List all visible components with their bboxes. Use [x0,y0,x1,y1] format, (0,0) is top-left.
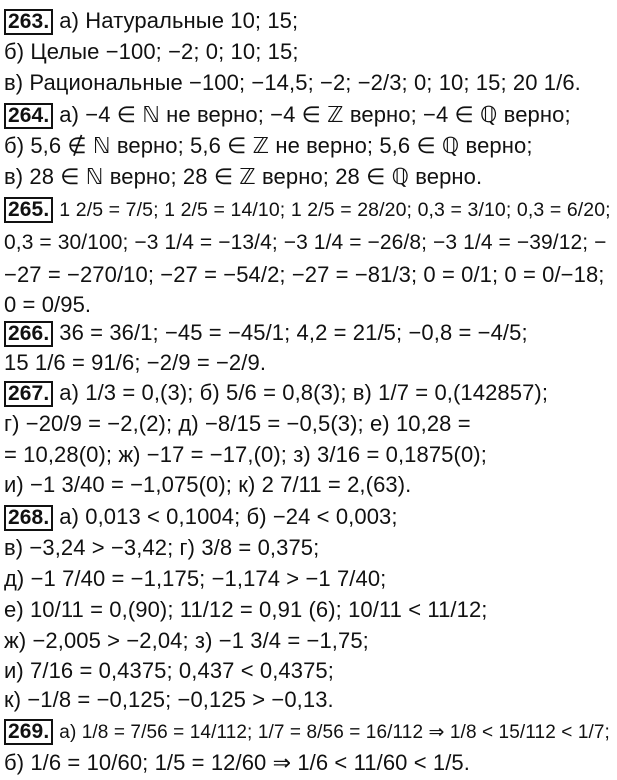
line-267-b [4,411,471,437]
line-268-c [4,566,386,592]
line-text: а) 1/3 = 0,(3); б) 5/6 = 0,8(3); в) 1/7 = 0,(142857); [59,380,549,405]
line-text: = 10,28(0); ж) −17 = −17,(0); з) 3/16 = 0,1875(0); [4,442,487,467]
line-266-b [4,350,266,376]
line-264 [4,102,571,129]
line-text: а) −4 ∈ ℕ не верно; −4 ∈ ℤ верно; −4 ∈ ℚ верно; [59,102,571,127]
line-266 [4,320,528,347]
line-265-c [4,262,605,288]
line-text: в) 28 ∈ ℕ верно; 28 ∈ ℤ верно; 28 ∈ ℚ верно. [4,164,483,189]
line-268 [4,504,398,531]
exercise-number: 268. [4,505,53,531]
line-263-b [4,39,299,65]
line-text: и) −1 3/40 = −1,075(0); к) 2 7/11 = 2,(63). [4,472,412,497]
line-text: а) Натуральные 10; 15; [59,8,299,33]
line-268-e [4,628,369,654]
line-265-b [4,230,607,256]
line-269 [4,719,610,746]
line-268-b [4,535,319,561]
line-text: 36 = 36/1; −45 = −45/1; 4,2 = 21/5; −0,8 = −4/5; [59,320,528,345]
line-text: к) −1/8 = −0,125; −0,125 > −0,13. [4,687,334,712]
line-text: а) 1/8 = 7/56 = 14/112; 1/7 = 8/56 = 16/112 ⇒ 1/8 < 15/112 < 1/7; [59,722,610,743]
line-text: 0 = 0/95. [4,292,92,317]
exercise-number: 269. [4,719,53,745]
line-267 [4,380,548,407]
line-text: −27 = −270/10; −27 = −54/2; −27 = −81/3; 0 = 0/1; 0 = 0/−18; [4,262,605,287]
line-264-b [4,133,533,159]
line-text: 1 2/5 = 7/5; 1 2/5 = 14/10; 1 2/5 = 28/20; 0,3 = 3/10; 0,3 = 6/20; [59,199,611,221]
line-text: а) 0,013 < 0,1004; б) −24 < 0,003; [59,504,398,529]
line-263-c [4,70,581,96]
line-text: е) 10/11 = 0,(90); 11/12 = 0,91 (6); 10/11 < 11/12; [4,597,488,622]
exercise-number: 264. [4,103,53,129]
line-text: б) Целые −100; −2; 0; 10; 15; [4,39,299,64]
line-267-c [4,442,487,468]
line-text: б) 5,6 ∉ ℕ верно; 5,6 ∈ ℤ не верно; 5,6 ∈ ℚ верно; [4,133,533,158]
line-text: 0,3 = 30/100; −3 1/4 = −13/4; −3 1/4 = −26/8; −3 1/4 = −39/12; − [4,231,607,254]
line-268-d [4,597,488,623]
line-text: 15 1/6 = 91/6; −2/9 = −2/9. [4,350,267,375]
line-text: и) 7/16 = 0,4375; 0,437 < 0,4375; [4,658,334,683]
line-263 [4,8,298,35]
line-269-b [4,750,470,776]
exercise-number: 263. [4,9,53,35]
line-text: в) Рациональные −100; −14,5; −2; −2/3; 0; 10; 15; 20 1/6. [4,70,581,95]
line-264-c [4,164,482,190]
line-268-g [4,687,334,713]
exercise-number: 265. [4,197,53,223]
exercise-number: 267. [4,381,53,407]
line-text: д) −1 7/40 = −1,175; −1,174 > −1 7/40; [4,566,387,591]
line-268-f [4,658,334,684]
line-text: г) −20/9 = −2,(2); д) −8/15 = −0,5(3); е) 10,28 = [4,411,471,436]
line-text: б) 1/6 = 10/60; 1/5 = 12/60 ⇒ 1/6 < 11/60 < 1/5. [4,750,470,775]
line-text: в) −3,24 > −3,42; г) 3/8 = 0,375; [4,535,320,560]
exercise-number: 266. [4,321,53,347]
line-265 [4,197,611,223]
line-267-d [4,472,411,498]
line-265-d [4,292,91,318]
line-text: ж) −2,005 > −2,04; з) −1 3/4 = −1,75; [4,628,369,653]
